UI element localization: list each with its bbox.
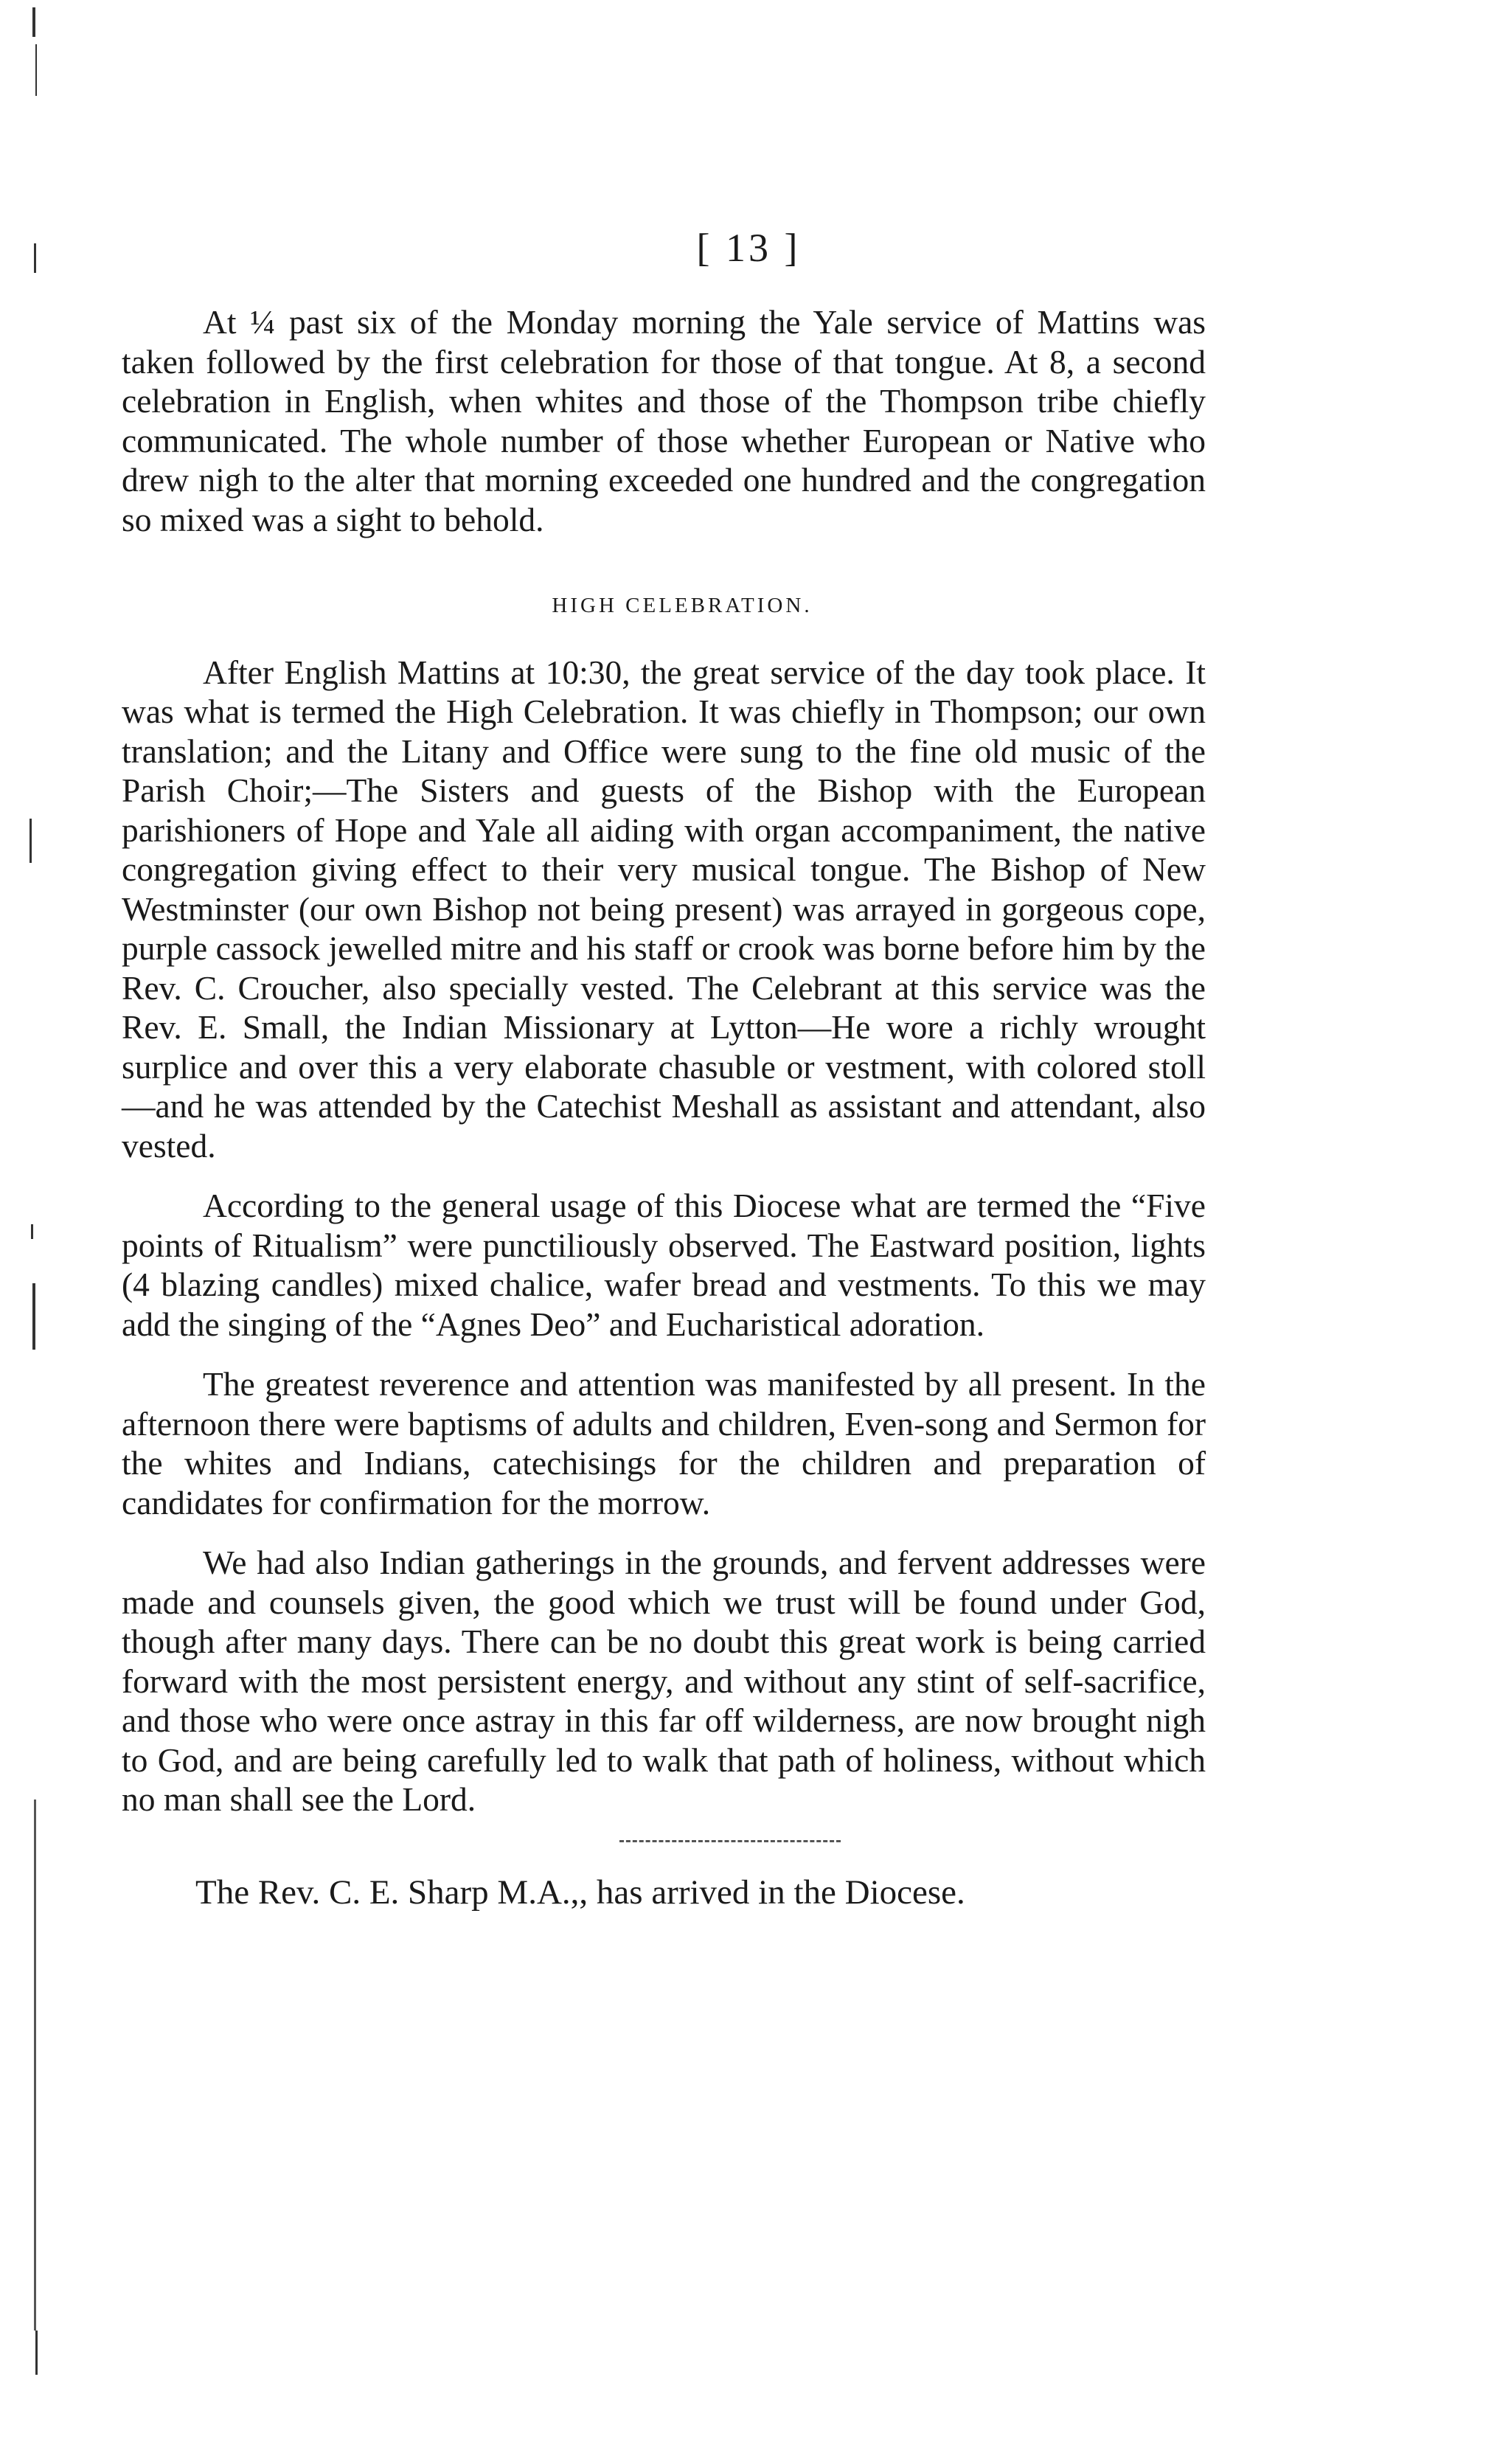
paragraph-high-celebration: After English Mattins at 10:30, the great service of the day took place. It was what is termed the High Celebration. It was chiefly in Thompson; our own translation; and the Litany and Office were sung to the fine old music of the Parish Choir;—The Sisters and guests of the Bishop with the European parishioners of Hope and Yale all aiding with organ accompaniment, the native congregation giving effect to their very musical tongue. The Bishop of New Westminster (our own Bishop not being present) was arrayed in gorgeous cope, purple cassock jewelled mitre and his staff or crook was borne before him by the Rev. C. Croucher, also specially vested. The Celebrant at this service was the Rev. E. Small, the Indian Missionary at Lytton—He wore a richly wrought surplice and over this a very elaborate chasuble or vestment, with colored stoll —and he was attended by the Catechist Meshall as assistant and attendant, also vested.	[122, 653, 1206, 1165]
article-body	[122, 302, 1206, 1912]
page-number: [ 13 ]	[696, 226, 801, 270]
paragraph-ritualism: According to the general usage of this Diocese what are termed the “Five points of Ritualism” were punctiliously observed. The Eastward position, lights (4 blazing candles) mixed chalice, wafer bread and vestments. To this we may add the singing of the “Agnes Deo” and Eucharistical adoration.	[122, 1187, 1206, 1343]
section-heading: HIGH CELEBRATION.	[552, 594, 813, 617]
paragraph-afternoon: The greatest reverence and attention was manifested by all present. In the afternoon there were baptisms of adults and children, Even-song and Sermon for the whites and Indians, catechisings for the children and preparation of candidates for confirmation for the morrow.	[122, 1365, 1206, 1521]
paragraph-morning-services: At ¼ past six of the Monday morning the Yale service of Mattins was taken followed by the first celebration for those of that tongue. At 8, a second celebration in English, when whites and those of the Thompson tribe chiefly communicated. The whole number of those whether European or Native who drew nigh to the alter that morning exceeded one hundred and the congregation so mixed was a sight to behold.	[122, 303, 1206, 538]
scan-margin-artifacts	[22, 0, 52, 2464]
paragraph-indian-gatherings: We had also Indian gatherings in the grounds, and fervent addresses were made and counsels given, the good which we trust will be found under God, though after many days. There can be no doubt this great work is being carried forward with the most persistent energy, and without any stint of self-sacrifice, and those who were once astray in this far off wilderness, are now brought nigh to God, and are being carefully led to walk that path of holiness, without which no man shall see the Lord.	[122, 1544, 1206, 1818]
closing-note: The Rev. C. E. Sharp M.A.,, has arrived in the Diocese.	[195, 1873, 965, 1912]
section-divider	[619, 1840, 841, 1842]
